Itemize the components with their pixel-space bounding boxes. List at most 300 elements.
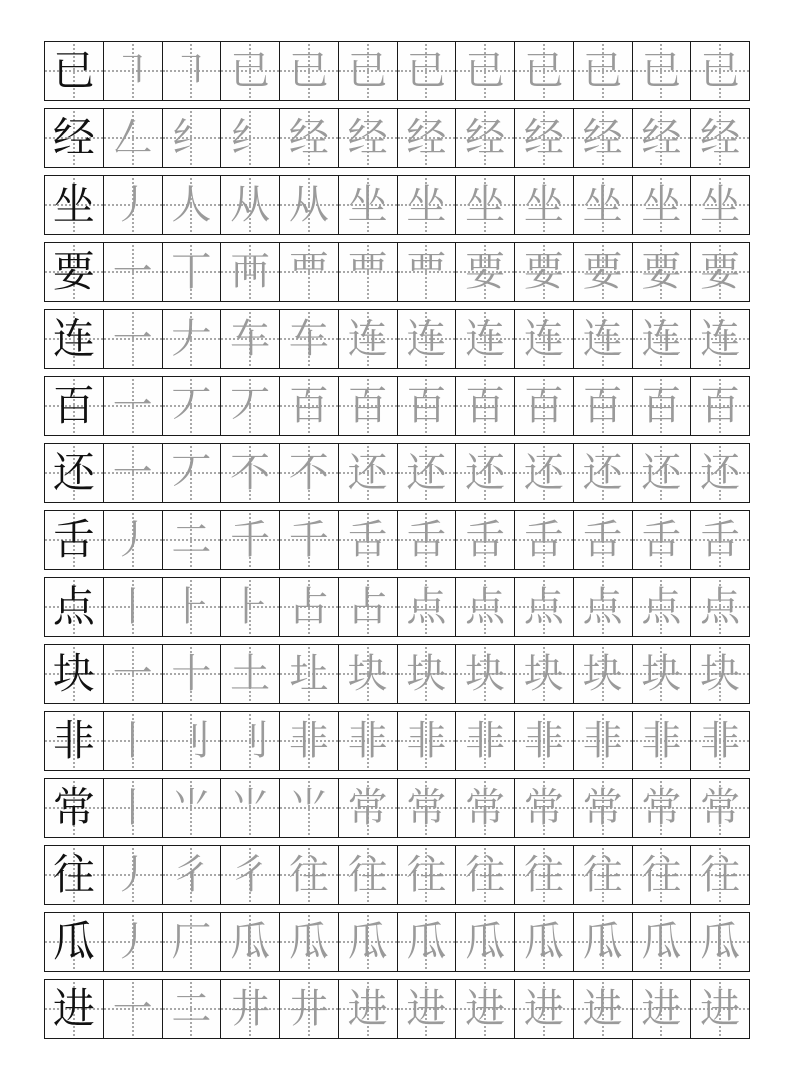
stroke-stage-character: 往 — [700, 852, 741, 898]
stroke-stage-character: 已 — [582, 48, 623, 94]
model-character-cell — [45, 913, 103, 971]
stroke-stage-character: 往 — [288, 852, 329, 898]
trace-cell[interactable] — [455, 980, 514, 1038]
stroke-stage-character: 丿 — [112, 852, 153, 898]
stroke-stage-character: 进 — [465, 986, 506, 1032]
trace-cell[interactable] — [573, 578, 632, 636]
trace-cell[interactable] — [397, 310, 456, 368]
trace-cell[interactable] — [690, 444, 749, 502]
stroke-stage-character: 进 — [641, 986, 682, 1032]
stroke-stage-character: 千 — [288, 517, 329, 563]
stroke-stage-character: 车 — [288, 316, 329, 362]
stroke-stage-character: 点 — [641, 584, 682, 630]
trace-cell[interactable] — [279, 980, 338, 1038]
trace-cell[interactable] — [455, 243, 514, 301]
trace-cell[interactable] — [455, 913, 514, 971]
trace-cell[interactable] — [690, 511, 749, 569]
trace-cell[interactable] — [103, 176, 162, 234]
stroke-stage-character: 经 — [465, 115, 506, 161]
trace-cell[interactable] — [455, 42, 514, 100]
trace-cell[interactable] — [632, 109, 691, 167]
model-character-cell — [45, 779, 103, 837]
trace-cell[interactable] — [338, 913, 397, 971]
stroke-stage-character: 块 — [582, 651, 623, 697]
stroke-stage-character: 井 — [230, 986, 271, 1032]
model-character: 块 — [52, 649, 95, 698]
stroke-stage-character: 丨 — [112, 785, 153, 831]
trace-cell[interactable] — [103, 511, 162, 569]
stroke-stage-character: 瓜 — [406, 919, 447, 965]
trace-cell[interactable] — [573, 712, 632, 770]
trace-cell[interactable] — [279, 645, 338, 703]
trace-cell[interactable] — [338, 712, 397, 770]
stroke-stage-character: 还 — [523, 450, 564, 496]
trace-cell[interactable] — [279, 511, 338, 569]
trace-cell[interactable] — [632, 645, 691, 703]
stroke-stage-character: 舌 — [641, 517, 682, 563]
trace-cell[interactable] — [220, 109, 279, 167]
trace-cell[interactable] — [103, 42, 162, 100]
trace-cell[interactable] — [690, 779, 749, 837]
trace-cell[interactable] — [514, 511, 573, 569]
trace-cell[interactable] — [455, 444, 514, 502]
trace-cell[interactable] — [397, 176, 456, 234]
stroke-stage-character: 瓜 — [582, 919, 623, 965]
trace-cell[interactable] — [338, 42, 397, 100]
trace-cell[interactable] — [514, 712, 573, 770]
stroke-stage-character: 经 — [523, 115, 564, 161]
stroke-stage-character: 二 — [171, 986, 212, 1032]
model-character-cell — [45, 243, 103, 301]
stroke-stage-character: 百 — [700, 383, 741, 429]
trace-cell[interactable] — [397, 712, 456, 770]
trace-cell[interactable] — [514, 578, 573, 636]
practice-row — [44, 912, 750, 972]
stroke-stage-character: 往 — [523, 852, 564, 898]
stroke-stage-character: 瓜 — [288, 919, 329, 965]
stroke-stage-character: 占 — [288, 584, 329, 630]
trace-cell[interactable] — [162, 913, 221, 971]
trace-cell[interactable] — [220, 779, 279, 837]
stroke-stage-character: 已 — [700, 48, 741, 94]
stroke-stage-character: 已 — [230, 48, 271, 94]
trace-cell[interactable] — [162, 578, 221, 636]
model-character-cell — [45, 511, 103, 569]
trace-cell[interactable] — [397, 109, 456, 167]
stroke-stage-character: 经 — [288, 115, 329, 161]
stroke-stage-character: 要 — [582, 249, 623, 295]
trace-cell[interactable] — [220, 511, 279, 569]
stroke-stage-character: 厂 — [171, 919, 212, 965]
trace-cell[interactable] — [220, 913, 279, 971]
model-character-cell — [45, 377, 103, 435]
practice-row — [44, 108, 750, 168]
stroke-stage-character: 要 — [641, 249, 682, 295]
stroke-stage-character: 经 — [700, 115, 741, 161]
trace-cell[interactable] — [220, 176, 279, 234]
stroke-stage-character: ⺊ — [230, 584, 271, 630]
trace-cell[interactable] — [455, 645, 514, 703]
stroke-stage-character: 瓜 — [347, 919, 388, 965]
trace-cell[interactable] — [632, 846, 691, 904]
stroke-stage-character: 刂 — [230, 718, 271, 764]
stroke-stage-character: 舌 — [700, 517, 741, 563]
stroke-stage-character: 彳 — [171, 852, 212, 898]
trace-cell[interactable] — [220, 712, 279, 770]
stroke-stage-character: ⺌ — [288, 785, 329, 831]
practice-row — [44, 443, 750, 503]
stroke-stage-character: 常 — [641, 785, 682, 831]
trace-cell[interactable] — [397, 846, 456, 904]
model-character: 非 — [52, 716, 95, 765]
stroke-stage-character: 丆 — [230, 383, 271, 429]
trace-cell[interactable] — [455, 377, 514, 435]
trace-cell[interactable] — [455, 310, 514, 368]
trace-cell[interactable] — [514, 779, 573, 837]
trace-cell[interactable] — [338, 846, 397, 904]
trace-cell[interactable] — [103, 578, 162, 636]
trace-cell[interactable] — [455, 511, 514, 569]
trace-cell[interactable] — [690, 712, 749, 770]
stroke-stage-character: 还 — [700, 450, 741, 496]
stroke-stage-character: 已 — [641, 48, 682, 94]
stroke-stage-character: 坐 — [700, 182, 741, 228]
stroke-stage-character: 百 — [347, 383, 388, 429]
trace-cell[interactable] — [279, 109, 338, 167]
trace-cell[interactable] — [279, 444, 338, 502]
trace-cell[interactable] — [455, 846, 514, 904]
trace-cell[interactable] — [397, 779, 456, 837]
trace-cell[interactable] — [220, 645, 279, 703]
trace-cell[interactable] — [690, 310, 749, 368]
stroke-stage-character: 一 — [112, 249, 153, 295]
trace-cell[interactable] — [103, 444, 162, 502]
trace-cell[interactable] — [573, 109, 632, 167]
trace-cell[interactable] — [162, 176, 221, 234]
stroke-stage-character: 要 — [700, 249, 741, 295]
stroke-stage-character: 百 — [641, 383, 682, 429]
trace-cell[interactable] — [397, 913, 456, 971]
model-character-cell — [45, 42, 103, 100]
stroke-stage-character: ⺌ — [171, 785, 212, 831]
trace-cell[interactable] — [573, 42, 632, 100]
trace-cell[interactable] — [573, 444, 632, 502]
model-character: 要 — [52, 247, 95, 296]
trace-cell[interactable] — [338, 645, 397, 703]
trace-cell[interactable] — [690, 980, 749, 1038]
stroke-stage-character: 𠃋 — [112, 115, 153, 161]
stroke-stage-character: 经 — [641, 115, 682, 161]
stroke-stage-character: 点 — [523, 584, 564, 630]
stroke-stage-character: 土 — [230, 651, 271, 697]
trace-cell[interactable] — [279, 377, 338, 435]
trace-cell[interactable] — [397, 444, 456, 502]
trace-cell[interactable] — [514, 645, 573, 703]
trace-cell[interactable] — [397, 511, 456, 569]
trace-cell[interactable] — [338, 980, 397, 1038]
trace-cell[interactable] — [103, 913, 162, 971]
trace-cell[interactable] — [690, 243, 749, 301]
stroke-stage-character: 𠂇 — [171, 316, 212, 362]
trace-cell[interactable] — [162, 444, 221, 502]
trace-cell[interactable] — [690, 645, 749, 703]
stroke-stage-character: 井 — [288, 986, 329, 1032]
stroke-stage-character: 块 — [347, 651, 388, 697]
trace-cell[interactable] — [632, 578, 691, 636]
model-character: 常 — [52, 783, 95, 832]
trace-cell[interactable] — [632, 712, 691, 770]
stroke-stage-character: ⺊ — [171, 584, 212, 630]
stroke-stage-character: 瓜 — [230, 919, 271, 965]
stroke-stage-character: 彳 — [230, 852, 271, 898]
trace-cell[interactable] — [632, 176, 691, 234]
stroke-stage-character: 经 — [406, 115, 447, 161]
trace-cell[interactable] — [632, 377, 691, 435]
model-character: 瓜 — [52, 917, 95, 966]
stroke-stage-character: 往 — [641, 852, 682, 898]
trace-cell[interactable] — [573, 980, 632, 1038]
trace-cell[interactable] — [690, 846, 749, 904]
stroke-stage-character: 舌 — [347, 517, 388, 563]
trace-cell[interactable] — [279, 846, 338, 904]
trace-cell[interactable] — [162, 779, 221, 837]
stroke-stage-character: 瓜 — [641, 919, 682, 965]
trace-cell[interactable] — [279, 712, 338, 770]
trace-cell[interactable] — [279, 578, 338, 636]
stroke-stage-character: 十 — [171, 651, 212, 697]
trace-cell[interactable] — [162, 243, 221, 301]
trace-cell[interactable] — [220, 578, 279, 636]
trace-cell[interactable] — [103, 712, 162, 770]
trace-cell[interactable] — [338, 176, 397, 234]
trace-cell[interactable] — [279, 310, 338, 368]
trace-cell[interactable] — [690, 578, 749, 636]
trace-cell[interactable] — [338, 243, 397, 301]
trace-cell[interactable] — [338, 109, 397, 167]
trace-cell[interactable] — [455, 779, 514, 837]
trace-cell[interactable] — [514, 913, 573, 971]
trace-cell[interactable] — [103, 779, 162, 837]
stroke-stage-character: 往 — [406, 852, 447, 898]
stroke-stage-character: 坐 — [523, 182, 564, 228]
model-character-cell — [45, 109, 103, 167]
trace-cell[interactable] — [162, 645, 221, 703]
stroke-stage-character: 一 — [112, 316, 153, 362]
stroke-stage-character: 从 — [288, 182, 329, 228]
model-character: 进 — [52, 984, 95, 1033]
trace-cell[interactable] — [632, 779, 691, 837]
trace-cell[interactable] — [220, 42, 279, 100]
stroke-stage-character: ⺌ — [230, 785, 271, 831]
stroke-stage-character: 百 — [523, 383, 564, 429]
trace-cell[interactable] — [514, 310, 573, 368]
trace-cell[interactable] — [338, 511, 397, 569]
stroke-stage-character: 块 — [406, 651, 447, 697]
trace-cell[interactable] — [279, 913, 338, 971]
trace-cell[interactable] — [103, 645, 162, 703]
trace-cell[interactable] — [455, 578, 514, 636]
trace-cell[interactable] — [103, 377, 162, 435]
stroke-stage-character: 进 — [700, 986, 741, 1032]
trace-cell[interactable] — [338, 377, 397, 435]
trace-cell[interactable] — [397, 578, 456, 636]
stroke-stage-character: 经 — [582, 115, 623, 161]
trace-cell[interactable] — [220, 444, 279, 502]
trace-cell[interactable] — [279, 42, 338, 100]
trace-cell[interactable] — [573, 310, 632, 368]
trace-cell[interactable] — [397, 377, 456, 435]
stroke-stage-character: 块 — [465, 651, 506, 697]
trace-cell[interactable] — [220, 846, 279, 904]
stroke-stage-character: 常 — [465, 785, 506, 831]
trace-cell[interactable] — [338, 310, 397, 368]
stroke-stage-character: 非 — [523, 718, 564, 764]
stroke-stage-character: 非 — [641, 718, 682, 764]
trace-cell[interactable] — [162, 109, 221, 167]
trace-cell[interactable] — [690, 377, 749, 435]
trace-cell[interactable] — [632, 511, 691, 569]
stroke-stage-character: 常 — [700, 785, 741, 831]
trace-cell[interactable] — [514, 243, 573, 301]
stroke-stage-character: 丆 — [171, 450, 212, 496]
trace-cell[interactable] — [279, 243, 338, 301]
stroke-stage-character: 经 — [347, 115, 388, 161]
trace-cell[interactable] — [279, 779, 338, 837]
stroke-stage-character: 丨 — [112, 584, 153, 630]
stroke-stage-character: 舌 — [465, 517, 506, 563]
trace-cell[interactable] — [514, 980, 573, 1038]
model-character-cell — [45, 980, 103, 1038]
trace-cell[interactable] — [162, 511, 221, 569]
trace-cell[interactable] — [103, 109, 162, 167]
trace-cell[interactable] — [455, 109, 514, 167]
trace-cell[interactable] — [220, 377, 279, 435]
stroke-stage-character: 块 — [700, 651, 741, 697]
model-character-cell — [45, 712, 103, 770]
trace-cell[interactable] — [690, 913, 749, 971]
trace-cell[interactable] — [514, 176, 573, 234]
stroke-stage-character: 进 — [523, 986, 564, 1032]
stroke-stage-character: 连 — [406, 316, 447, 362]
trace-cell[interactable] — [632, 444, 691, 502]
stroke-stage-character: 非 — [465, 718, 506, 764]
stroke-stage-character: 舌 — [406, 517, 447, 563]
stroke-stage-character: 进 — [582, 986, 623, 1032]
stroke-stage-character: 舌 — [582, 517, 623, 563]
trace-cell[interactable] — [338, 779, 397, 837]
trace-cell[interactable] — [573, 243, 632, 301]
trace-cell[interactable] — [397, 645, 456, 703]
trace-cell[interactable] — [632, 42, 691, 100]
trace-cell[interactable] — [573, 913, 632, 971]
trace-cell[interactable] — [220, 243, 279, 301]
stroke-stage-character: 还 — [582, 450, 623, 496]
trace-cell[interactable] — [455, 176, 514, 234]
practice-row — [44, 41, 750, 101]
model-character: 往 — [52, 850, 95, 899]
trace-cell[interactable] — [162, 846, 221, 904]
trace-cell[interactable] — [162, 310, 221, 368]
stroke-stage-character: 一 — [112, 383, 153, 429]
trace-cell[interactable] — [162, 980, 221, 1038]
trace-cell[interactable] — [632, 243, 691, 301]
trace-cell[interactable] — [397, 243, 456, 301]
stroke-stage-character: 已 — [288, 48, 329, 94]
trace-cell[interactable] — [514, 377, 573, 435]
stroke-stage-character: 块 — [523, 651, 564, 697]
practice-row — [44, 309, 750, 369]
trace-cell[interactable] — [632, 913, 691, 971]
trace-cell[interactable] — [103, 980, 162, 1038]
stroke-stage-character: 一 — [112, 986, 153, 1032]
trace-cell[interactable] — [573, 645, 632, 703]
trace-cell[interactable] — [573, 377, 632, 435]
stroke-stage-character: 常 — [347, 785, 388, 831]
trace-cell[interactable] — [162, 712, 221, 770]
trace-cell[interactable] — [162, 42, 221, 100]
trace-cell[interactable] — [103, 243, 162, 301]
trace-cell[interactable] — [632, 980, 691, 1038]
stroke-stage-character: 丿 — [112, 517, 153, 563]
trace-cell[interactable] — [573, 846, 632, 904]
trace-cell[interactable] — [455, 712, 514, 770]
trace-cell[interactable] — [162, 377, 221, 435]
trace-cell[interactable] — [397, 980, 456, 1038]
stroke-stage-character: 一 — [112, 450, 153, 496]
stroke-stage-character: 百 — [406, 383, 447, 429]
trace-cell[interactable] — [220, 980, 279, 1038]
trace-cell[interactable] — [220, 310, 279, 368]
stroke-stage-character: 点 — [700, 584, 741, 630]
stroke-stage-character: 车 — [230, 316, 271, 362]
stroke-stage-character: 要 — [465, 249, 506, 295]
trace-cell[interactable] — [103, 846, 162, 904]
model-character: 舌 — [52, 515, 95, 564]
stroke-stage-character: 襾 — [230, 249, 271, 295]
trace-cell[interactable] — [690, 176, 749, 234]
stroke-stage-character: 已 — [347, 48, 388, 94]
practice-row — [44, 711, 750, 771]
trace-cell[interactable] — [514, 444, 573, 502]
trace-cell[interactable] — [690, 109, 749, 167]
trace-cell[interactable] — [573, 511, 632, 569]
trace-cell[interactable] — [573, 779, 632, 837]
trace-cell[interactable] — [279, 176, 338, 234]
trace-cell[interactable] — [632, 310, 691, 368]
stroke-stage-character: 已 — [465, 48, 506, 94]
trace-cell[interactable] — [514, 42, 573, 100]
stroke-stage-character: 还 — [641, 450, 682, 496]
trace-cell[interactable] — [338, 578, 397, 636]
trace-cell[interactable] — [338, 444, 397, 502]
trace-cell[interactable] — [690, 42, 749, 100]
trace-cell[interactable] — [573, 176, 632, 234]
stroke-stage-character: 瓜 — [523, 919, 564, 965]
stroke-stage-character: 从 — [230, 182, 271, 228]
model-character-cell — [45, 176, 103, 234]
trace-cell[interactable] — [514, 109, 573, 167]
model-character: 点 — [52, 582, 95, 631]
trace-cell[interactable] — [397, 42, 456, 100]
stroke-stage-character: 占 — [347, 584, 388, 630]
stroke-stage-character: 瓜 — [700, 919, 741, 965]
practice-row — [44, 845, 750, 905]
stroke-stage-character: 百 — [288, 383, 329, 429]
trace-cell[interactable] — [514, 846, 573, 904]
stroke-stage-character: 丅 — [171, 249, 212, 295]
model-character-cell — [45, 444, 103, 502]
trace-cell[interactable] — [103, 310, 162, 368]
